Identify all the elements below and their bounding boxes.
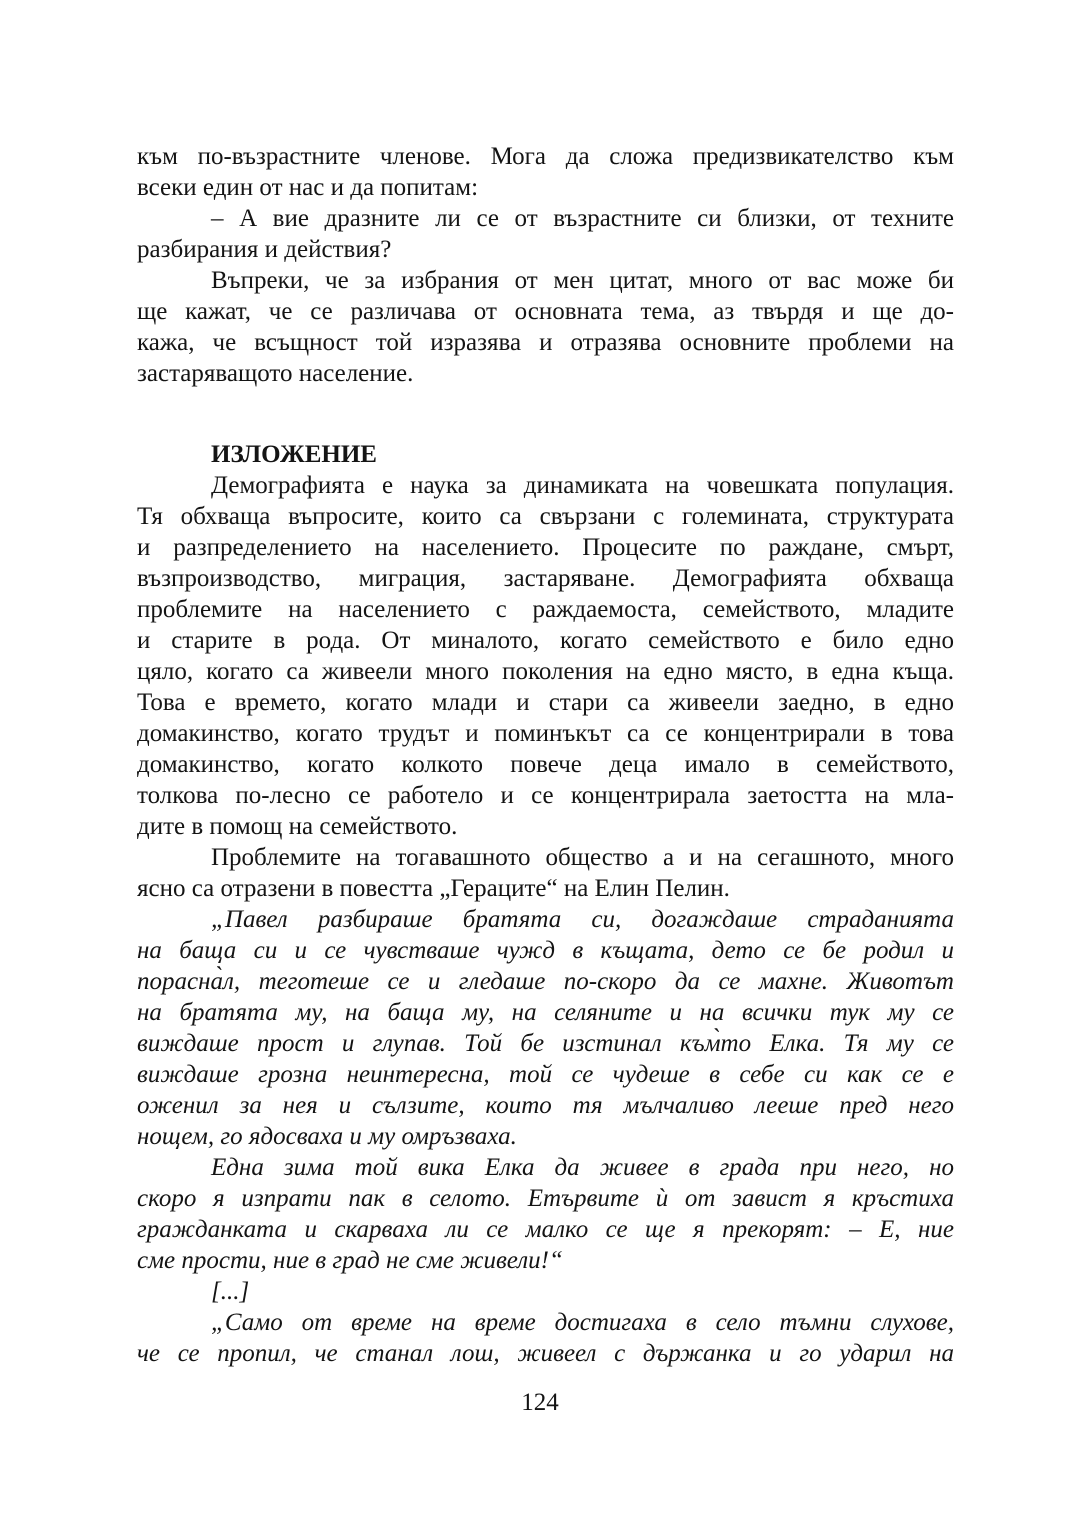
quote-line: на баща си и се чувстваше чужд в къщата, дето се бе родил и — [137, 937, 954, 964]
text-line: ще кажат, че се различава от основната тема, аз твърдя и ще до- — [137, 298, 954, 325]
paragraph-demography — [137, 470, 954, 842]
text-line: Демографията е наука за динамиката на човешката популация. — [211, 472, 954, 499]
text-line: Това е времето, когато млади и стари са живеели заедно, в едно — [137, 689, 954, 716]
paragraph-question — [137, 203, 954, 265]
quote-line: нощем, го ядосваха и му омръзваха. — [137, 1123, 517, 1150]
text-line: – А вие дразните ли се от възрастните си близки, от техните — [211, 205, 954, 232]
text-line: възпроизводство, миграция, застаряване. Демографията обхваща — [137, 565, 954, 592]
quote-line: „Павел разбираше братята си, догаждаше страданията — [211, 906, 954, 933]
quote-line: виждаше грозна неинтересна, той се чудеше в себе си как се е — [137, 1061, 954, 1088]
section-heading — [137, 439, 954, 470]
quote-line: че се пропил, че станал лош, живеел с държанка и го ударил на — [137, 1340, 954, 1367]
quote-line: виждаше прост и глупав. Той бе изстинал към̀то Елка. Тя му се — [137, 1030, 954, 1057]
quote-line: скоро я изпрати пак в селото. Етървите ѝ от завист я кръстиха — [137, 1185, 954, 1212]
text-line: и старите в рода. От миналото, когато семейството е било едно — [137, 627, 954, 654]
text-line: и разпределението на населението. Процесите по раждане, смърт, — [137, 534, 954, 561]
quote-line: гражданката и скарваха ли се малко се ще я прекорят: – Е, ние — [137, 1216, 954, 1243]
text-line: разбирания и действия? — [137, 236, 392, 263]
quote-line: на братята му, на баща му, на селяните и на всички тук му се — [137, 999, 954, 1026]
quote-line: [...] — [211, 1278, 250, 1305]
text-line: домакинство, когато колкото повече деца имало в семейството, — [137, 751, 954, 778]
paragraph-intro — [137, 141, 954, 203]
text-line: цяло, когато са живеели много поколения на едно място, в една къща. — [137, 658, 954, 685]
text-line: ясно са отразени в повестта „Гераците“ на Елин Пелин. — [137, 875, 730, 902]
quote-ellipsis — [137, 1276, 954, 1307]
text-line: към по-възрастните членове. Мога да сложа предизвикателство към — [137, 143, 954, 170]
text-line: Въпреки, че за избрания от мен цитат, много от вас може би — [211, 267, 954, 294]
heading-text: ИЗЛОЖЕНИЕ — [211, 441, 377, 468]
quote-line: сме прости, ние в град не сме живели!“ — [137, 1247, 563, 1274]
page-text — [137, 141, 954, 1369]
quote-line: оженил за нея и сълзите, които тя мълчаливо лееше пред него — [137, 1092, 954, 1119]
paragraph-thesis — [137, 265, 954, 389]
text-line: застаряващото население. — [137, 360, 414, 387]
section-gap — [137, 389, 954, 439]
quote-line: „Само от време на време достигаха в село тъмни слухове, — [211, 1309, 954, 1336]
text-line: Тя обхваща въпросите, които са свързани с големината, структурата — [137, 503, 954, 530]
quote-paragraph-1 — [137, 904, 954, 1152]
text-line: кажа, че всъщност той изразява и отразява основните проблеми на — [137, 329, 954, 356]
quote-paragraph-2 — [137, 1152, 954, 1276]
paragraph-problems — [137, 842, 954, 904]
text-line: проблемите на населението с раждаемоста, семейството, младите — [137, 596, 954, 623]
quote-paragraph-3 — [137, 1307, 954, 1369]
quote-line: Една зима той вика Елка да живее в града при него, но — [211, 1154, 954, 1181]
quote-line: порасна̀л, теготеше се и гледаше по-скоро да се махне. Животът — [137, 968, 954, 995]
page-number: 124 — [521, 1389, 559, 1416]
text-line: всеки един от нас и да попитам: — [137, 174, 479, 201]
text-line: домакинство, когато трудът и поминъкът са се концентрирали в това — [137, 720, 954, 747]
text-line: толкова по-лесно се работело и се концентрирала заетостта на мла- — [137, 782, 954, 809]
text-line: дите в помощ на семейството. — [137, 813, 458, 840]
text-line: Проблемите на тогавашното общество а и на сегашното, много — [211, 844, 954, 871]
